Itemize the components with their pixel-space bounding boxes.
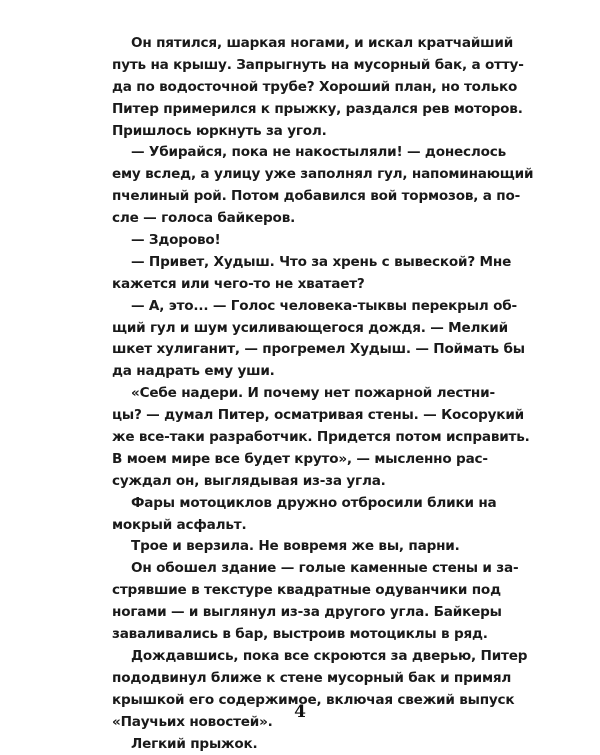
text-line: кажется или чего-то не хватает? bbox=[112, 274, 487, 296]
text-line: «Паучьих новостей». bbox=[112, 712, 487, 734]
text-line: да по водосточной трубе? Хороший план, но только bbox=[112, 77, 487, 99]
text-line: стрявшие в текстуре квадратные одуванчики под bbox=[112, 580, 487, 602]
text-line: шкет хулиганит, — прогремел Худыш. — Поймать бы bbox=[112, 339, 487, 361]
text-line: щий гул и шум усиливающегося дождя. — Мелкий bbox=[112, 318, 487, 340]
text-line: В моем мире все будет круто», — мысленно рас- bbox=[112, 449, 487, 471]
text-line: — Привет, Худыш. Что за хрень с вывеской? Мне bbox=[112, 252, 487, 274]
text-line: цы? — думал Питер, осматривая стены. — Косорукий bbox=[112, 405, 487, 427]
text-line: Он пятился, шаркая ногами, и искал кратчайший bbox=[112, 33, 487, 55]
text-line: — Убирайся, пока не накостыляли! — донеслось bbox=[112, 142, 487, 164]
text-line: мокрый асфальт. bbox=[112, 515, 487, 537]
page-number: 4 bbox=[0, 702, 600, 722]
text-line: заваливались в бар, выстроив мотоциклы в ряд. bbox=[112, 624, 487, 646]
page-body-text bbox=[112, 33, 487, 755]
text-line: — Здорово! bbox=[112, 230, 487, 252]
text-line: Фары мотоциклов дружно отбросили блики на bbox=[112, 493, 487, 515]
text-line: да надрать ему уши. bbox=[112, 361, 487, 383]
text-line: Легкий прыжок. bbox=[112, 734, 487, 755]
text-line: «Себе надери. И почему нет пожарной лестни- bbox=[112, 383, 487, 405]
text-line: сле — голоса байкеров. bbox=[112, 208, 487, 230]
text-line: суждал он, выглядывая из-за угла. bbox=[112, 471, 487, 493]
text-line: крышкой его содержимое, включая свежий выпуск bbox=[112, 690, 487, 712]
text-line: пододвинул ближе к стене мусорный бак и примял bbox=[112, 668, 487, 690]
text-line: ему вслед, а улицу уже заполнял гул, напоминающий bbox=[112, 164, 487, 186]
text-line: Трое и верзила. Не вовремя же вы, парни. bbox=[112, 536, 487, 558]
text-line: Пришлось юркнуть за угол. bbox=[112, 121, 487, 143]
text-line: Он обошел здание — голые каменные стены и за- bbox=[112, 558, 487, 580]
text-line: же все-таки разработчик. Придется потом исправить. bbox=[112, 427, 487, 449]
text-line: ногами — и выглянул из-за другого угла. Байкеры bbox=[112, 602, 487, 624]
text-line: Питер примерился к прыжку, раздался рев моторов. bbox=[112, 99, 487, 121]
text-line: Дождавшись, пока все скроются за дверью, Питер bbox=[112, 646, 487, 668]
text-line: — А, это... — Голос человека-тыквы перекрыл об- bbox=[112, 296, 487, 318]
text-line: пчелиный рой. Потом добавился вой тормозов, а по- bbox=[112, 186, 487, 208]
text-line: путь на крышу. Запрыгнуть на мусорный бак, а отту- bbox=[112, 55, 487, 77]
